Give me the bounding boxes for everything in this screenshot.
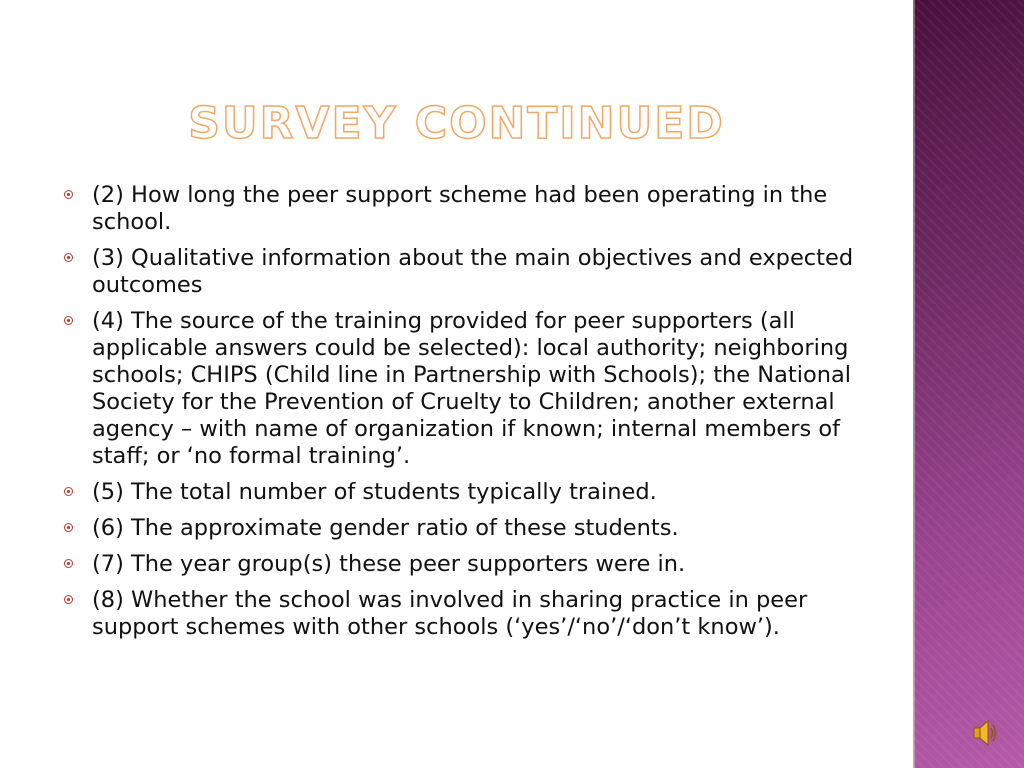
- list-item: [62, 515, 862, 542]
- list-item: [62, 182, 862, 236]
- list-item-text: (7) The year group(s) these peer supporters were in.: [92, 551, 686, 577]
- list-item-text: (6) The approximate gender ratio of these students.: [92, 515, 679, 541]
- speaker-icon[interactable]: [973, 717, 999, 749]
- circle-bullet-icon: [64, 190, 73, 199]
- list-item: [62, 245, 862, 299]
- bullet-list: [62, 182, 862, 650]
- circle-bullet-icon: [64, 253, 73, 262]
- list-item-text: (4) The source of the training provided for peer supporters (all applicable answers could be selected): local authority; neighboring schools; CHIPS (Child line in Partnership with Schools); the National Society for the Prevention of Cruelty to Children; another external agency – with name of organization if known; internal members of staff; or ‘no formal training’.: [92, 308, 852, 469]
- slide-title: SURVEY CONTINUED: [188, 98, 725, 149]
- list-item: [62, 479, 862, 506]
- list-item-text: (8) Whether the school was involved in sharing practice in peer support schemes with other schools (‘yes’/‘no’/‘don’t know’).: [92, 587, 808, 640]
- circle-bullet-icon: [64, 595, 73, 604]
- list-item: [62, 308, 862, 470]
- circle-bullet-icon: [64, 487, 73, 496]
- list-item-text: (5) The total number of students typically trained.: [92, 479, 657, 505]
- list-item-text: (2) How long the peer support scheme had been operating in the school.: [92, 182, 828, 235]
- list-item: [62, 587, 862, 641]
- circle-bullet-icon: [64, 559, 73, 568]
- decorative-side-band: [913, 0, 1024, 768]
- list-item-text: (3) Qualitative information about the main objectives and expected outcomes: [92, 245, 854, 298]
- circle-bullet-icon: [64, 523, 73, 532]
- circle-bullet-icon: [64, 316, 73, 325]
- list-item: [62, 551, 862, 578]
